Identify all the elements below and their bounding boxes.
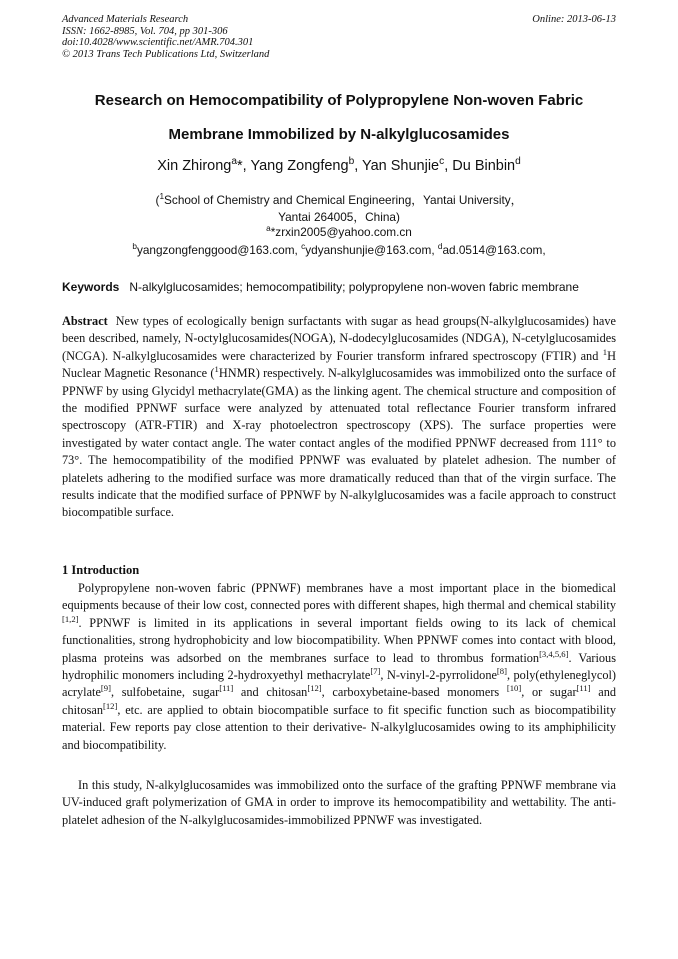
- abstract-text: H Nuclear Magnetic Resonance (: [62, 348, 616, 381]
- paper-title-line-1: Research on Hemocompatibility of Polypropylene Non-woven Fabric: [94, 92, 584, 109]
- issn-line: ISSN: 1662-8985, Vol. 704, pp 301-306: [62, 25, 228, 37]
- citation: [9]: [100, 683, 111, 694]
- intro-text: , or sugar: [521, 685, 577, 700]
- intro-text: , poly(ethyleneglycol) acrylate: [62, 668, 616, 700]
- email-line-a: [40, 225, 638, 239]
- doi-line: doi:10.4028/www.scientific.net/AMR.704.301: [62, 37, 254, 48]
- intro-paragraph-1: [62, 580, 616, 754]
- citation: [12]: [307, 683, 322, 694]
- author-sep: ,: [354, 158, 362, 174]
- intro-text: . Various hydrophilic monomers including 2-hydroxyethyl methacrylate: [62, 650, 616, 683]
- affiliation-line-2: Yantai 264005，China): [278, 210, 400, 224]
- journal-name: Advanced Materials Research: [62, 14, 189, 25]
- affiliation-open-paren: (: [155, 193, 160, 207]
- citation: [3,4,5,6]: [539, 648, 569, 659]
- author-sep: ,: [444, 158, 453, 174]
- author-sup: a: [231, 156, 238, 168]
- author-sup: c: [439, 156, 445, 168]
- author-name: Xin Zhirong: [157, 158, 232, 174]
- abstract-sup: 1: [214, 364, 219, 375]
- author-name: Du Binbin: [452, 158, 516, 174]
- author-name: Yan Shunjie: [362, 158, 440, 174]
- email-text: yangzongfenggood@163.com,: [136, 243, 302, 257]
- author-sup: d: [515, 156, 521, 168]
- citation: [11]: [219, 683, 234, 694]
- citation: [7]: [370, 665, 381, 676]
- intro-text: , etc. are applied to obtain biocompatible surface to fit specific function such as biocompatibility material. Few reports pay close attention to their derivative- N-alkylglucosamides owing to its amphiphilicity and biocompatibility.: [62, 702, 616, 752]
- affiliation-line-1: [40, 191, 638, 208]
- paper-title-line-2: Membrane Immobilized by N-alkylglucosamides: [168, 126, 510, 143]
- citation: [10]: [506, 683, 522, 694]
- intro-text: , sulfobetaine, sugar: [110, 685, 220, 700]
- citation: [12]: [102, 700, 118, 711]
- keywords-line: [62, 280, 616, 294]
- intro-text: , carboxybetaine-based monomers: [321, 685, 507, 700]
- abstract-text: HNMR) respectively. N-alkylglucosamides was immobilized onto the surface of PPNWF by using Glycidyl methacrylate(GMA) as the linking agent. The chemical structure and composition of the modified PPNWF surface were analyzed by attenuated total reflectance Fourier transform infrared spectroscopy (ATR-FTIR) and X-ray photoelectron spectroscopy (XPS). The surface properties were investigated by water contact angle. The water contact angles of the modified PPNWF decreased from 111° to 73°. The hemocompatibility of the modified PPNWF was evaluated by platelet adhesion. The number of platelets adhering to the modified surface was more dramatically reduced than that of the virgin surface. The results indicate that the modified surface of PPNWF by N-alkylglucosamides was a facile approach to construct biocompatible surface.: [62, 366, 616, 520]
- intro-paragraph-2: In this study, N-alkylglucosamides was immobilized onto the surface of the grafting PPNWF membrane via UV-induced graft polymerization of GMA in order to improve its hemocompatibility and wettability. The anti-platelet adhesion of the N-alkylglucosamides-immobilized PPNWF was investigated.: [62, 778, 616, 827]
- intro-text: , N-vinyl-2-pyrrolidone: [380, 668, 497, 683]
- email-text: ydyanshunjie@163.com,: [305, 243, 438, 257]
- intro-text: and chitosan: [233, 685, 308, 700]
- keywords-text: N-alkylglucosamides; hemocompatibility; polypropylene non-woven fabric membrane: [129, 280, 579, 294]
- citation: [11]: [576, 683, 591, 694]
- citation: [1,2]: [62, 613, 79, 624]
- affiliation-text: School of Chemistry and Chemical Engineering，Yantai University，: [164, 193, 523, 207]
- email-sup: c: [301, 242, 306, 252]
- author-sep: *,: [237, 158, 251, 174]
- affiliation-sup: 1: [159, 192, 165, 202]
- journal-header: [62, 14, 616, 60]
- abstract-text: New types of ecologically benign surfactants with sugar as head groups(N-alkylglucosamides) have been described, namely, N-octylglucosamides(NOGA), N-dodecylglucosamides (NDGA), N-cetylglucosamides (NCGA). N-alkylglucosamides were characterized by Fourier transform infrared spectroscopy (FTIR) and: [62, 314, 616, 363]
- author-list: [40, 158, 638, 174]
- email-sup: d: [437, 242, 443, 252]
- email-sup: b: [132, 242, 137, 252]
- abstract-paragraph: [62, 313, 616, 522]
- author-sup: b: [348, 156, 355, 168]
- email-line-bcd: [40, 243, 638, 257]
- intro-text: Polypropylene non-woven fabric (PPNWF) membranes have a most important place in the biomedical equipments because of their low cost, connected pores with different shapes, high thermal and chemical stability: [62, 581, 616, 613]
- email-text: ad.0514@163.com,: [442, 243, 546, 257]
- abstract-sup: 1: [602, 346, 608, 357]
- intro-text: . PPNWF is limited in its applications in several important fields owing to its lack of chemical functionalities, strong hydrophobicity and low biocompatibility. When PPNWF comes into contact with blood, plasma proteins was adsorbed on the membranes surface to lead to thrombus formation: [62, 615, 616, 665]
- intro-text: and chitosan: [62, 685, 617, 717]
- abstract-label: Abstract: [62, 314, 108, 328]
- email-text: *zrxin2005@yahoo.com.cn: [270, 225, 412, 239]
- author-name: Yang Zongfeng: [250, 158, 349, 174]
- online-date: Online: 2013-06-13: [532, 14, 616, 25]
- copyright-line: © 2013 Trans Tech Publications Ltd, Switzerland: [62, 48, 270, 60]
- keywords-label: Keywords: [62, 280, 120, 294]
- email-sup: a: [266, 224, 271, 234]
- section-heading: 1 Introduction: [62, 563, 140, 577]
- citation: [8]: [496, 665, 507, 676]
